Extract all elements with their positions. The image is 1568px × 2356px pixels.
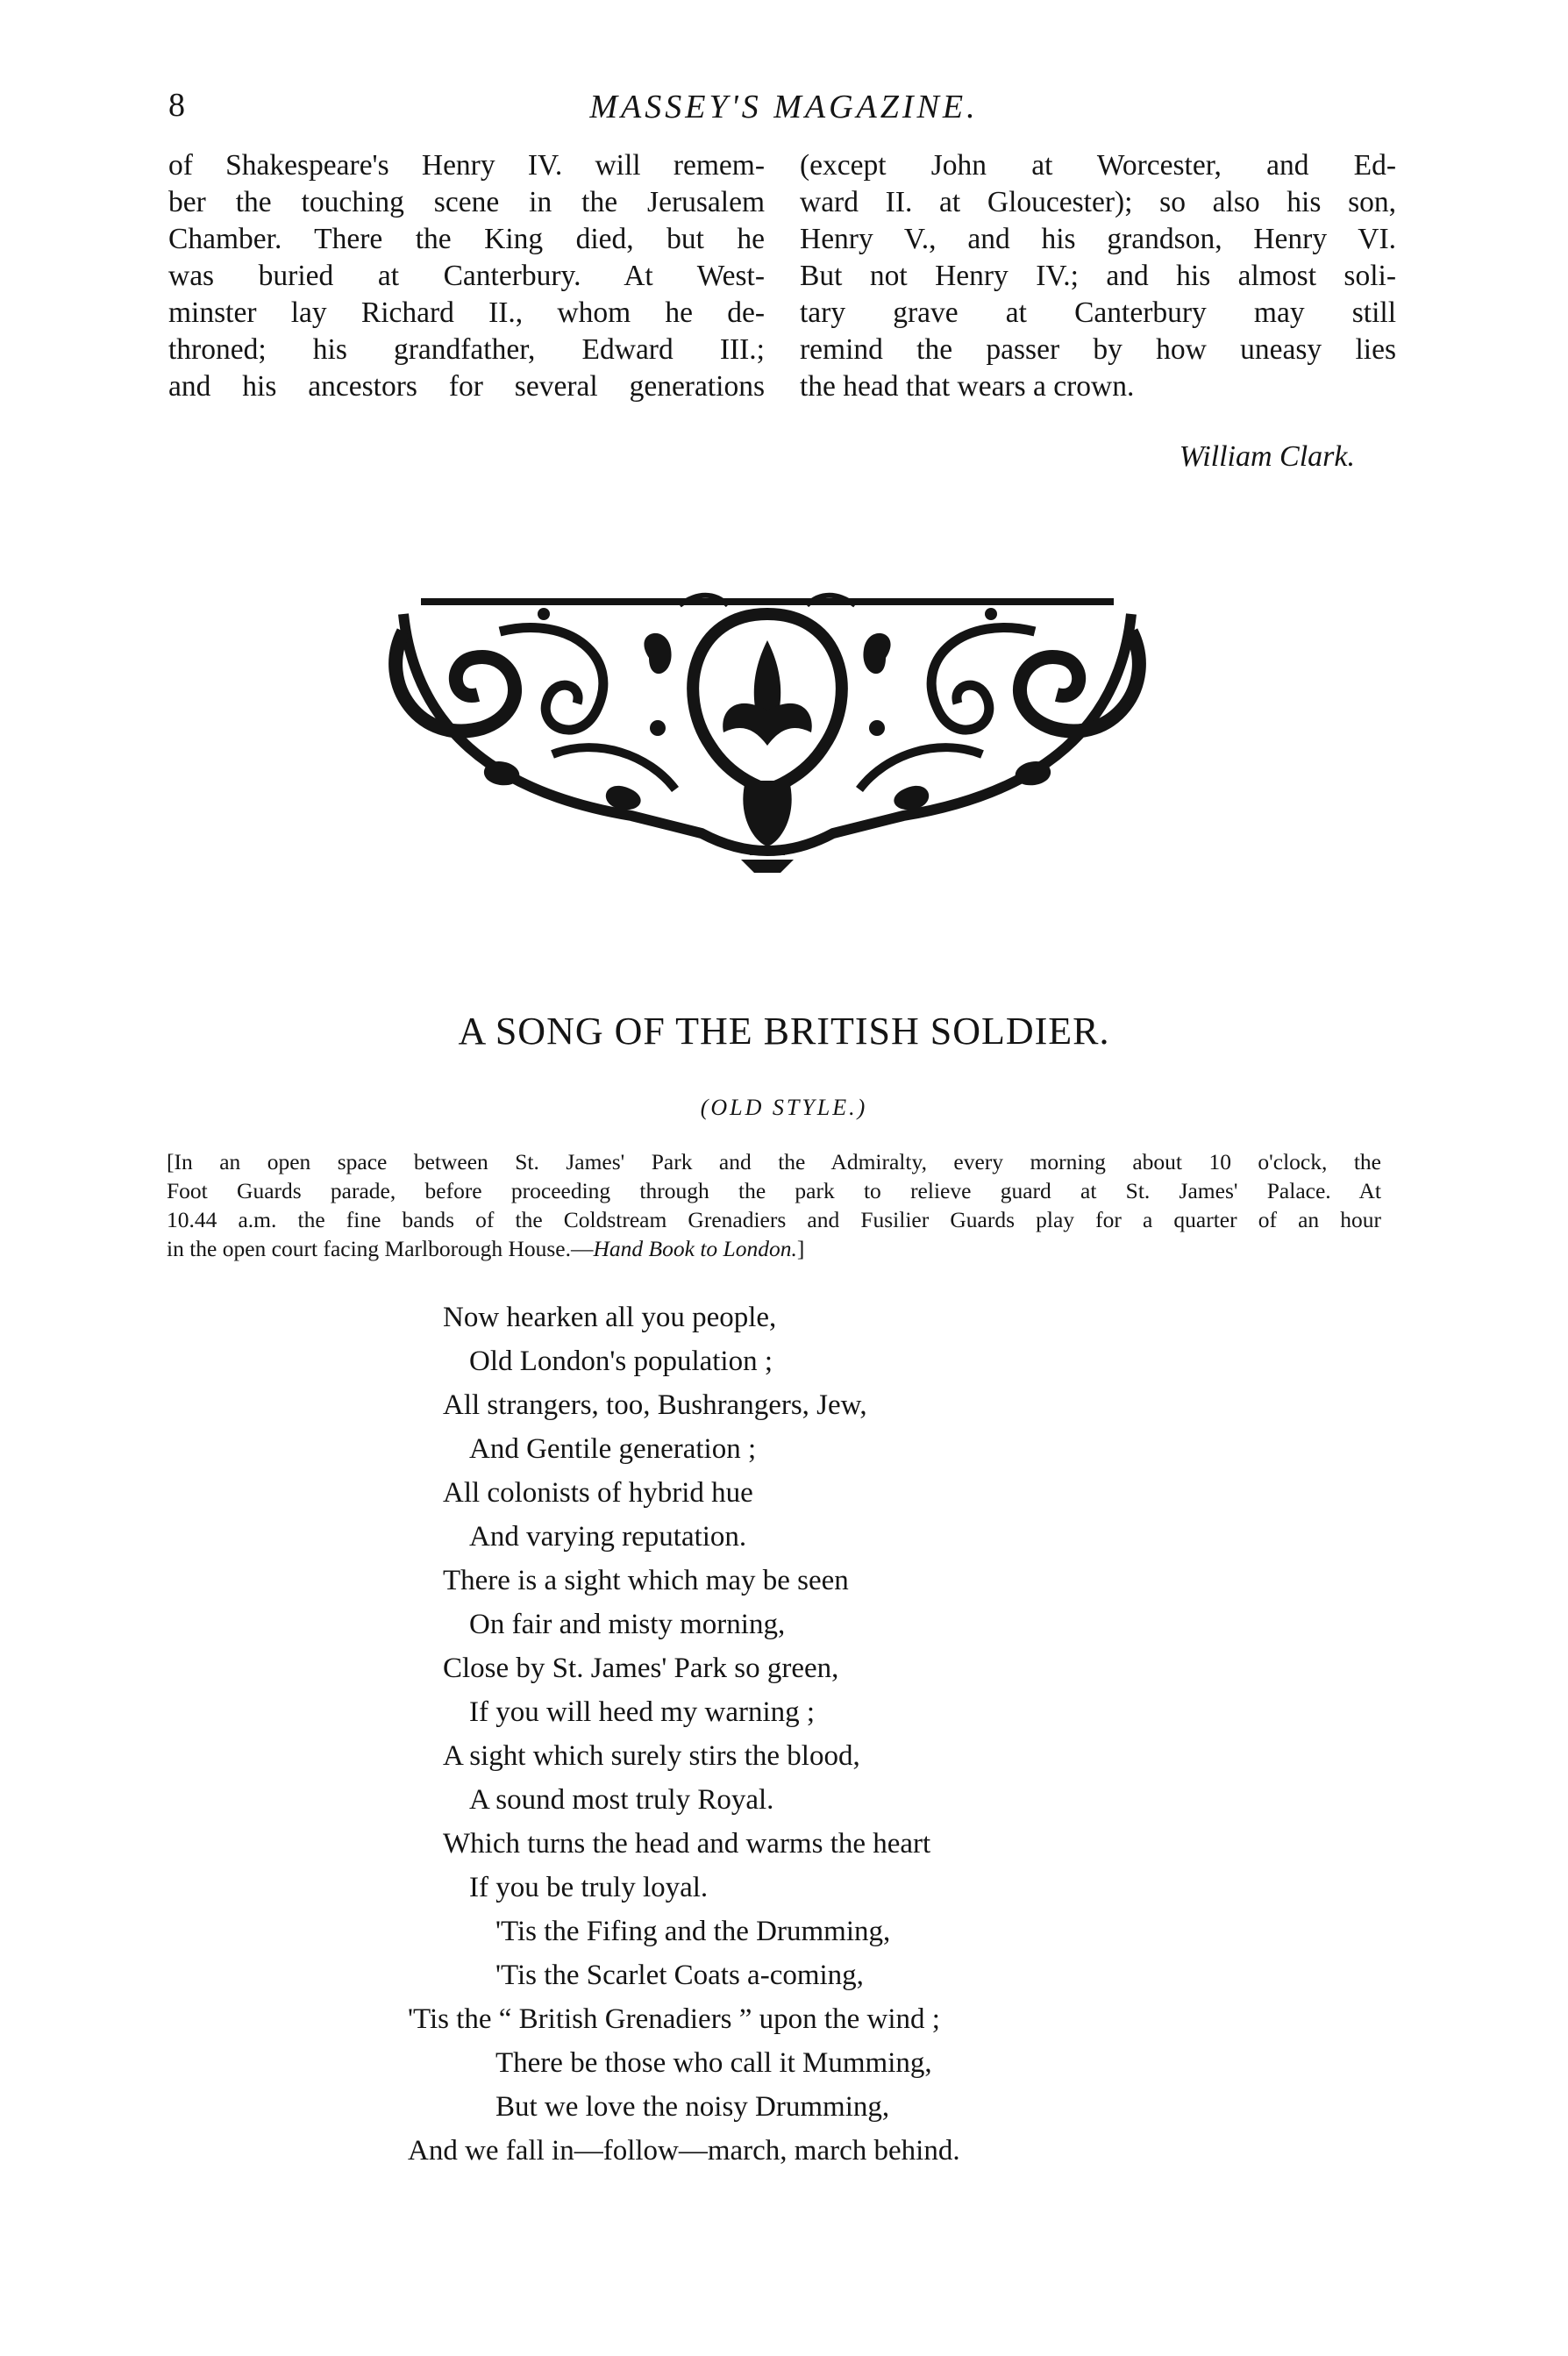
song-title: A SONG OF THE BRITISH SOLDIER. [458, 1010, 1110, 1053]
epigraph-line: [In an open space between St. James' Park and the Admiralty, every morning about 10 o'clock, the [167, 1149, 1381, 1174]
poem-line: 'Tis the Scarlet Coats a-coming, [495, 1960, 864, 1991]
poem-line: Close by St. James' Park so green, [443, 1653, 839, 1684]
poem-line: A sound most truly Royal. [469, 1784, 774, 1816]
song-epigraph [167, 1147, 1381, 1263]
running-head: MASSEY'S MAGAZINE. [589, 89, 979, 125]
poem-line: If you be truly loyal. [469, 1872, 709, 1903]
epigraph-line: in the open court facing Marlborough House.—Hand Book to London.] [167, 1236, 805, 1261]
epigraph-line-text: in the open court facing Marlborough House. [167, 1236, 572, 1261]
poem-line: 'Tis the “ British Grenadiers ” upon the wind ; [408, 2003, 940, 2035]
song-subtitle: (OLD STYLE.) [700, 1095, 868, 1120]
epigraph-close: ] [796, 1236, 805, 1261]
page-number: 8 [168, 87, 185, 124]
scrollwork-ornament-icon [368, 579, 1166, 895]
text-line: But not Henry IV.; and his almost soli- [800, 260, 1396, 292]
text-line: ward II. at Gloucester); so also his son, [800, 186, 1396, 218]
poem-line: And varying reputation. [469, 1521, 747, 1553]
text-line: ber the touching scene in the Jerusalem [168, 186, 765, 218]
text-line: minster lay Richard II., whom he de- [168, 296, 765, 329]
poem-line: Old London's population ; [469, 1346, 773, 1377]
author-signature: William Clark. [1179, 440, 1355, 473]
text-line: of Shakespeare's Henry IV. will remem- [168, 149, 765, 182]
poem-line: And Gentile generation ; [469, 1433, 757, 1465]
poem-line: There be those who call it Mumming, [495, 2047, 932, 2079]
text-line: remind the passer by how uneasy lies [800, 333, 1396, 366]
text-line: and his ancestors for several generations [168, 370, 765, 403]
text-line: Henry V., and his grandson, Henry VI. [800, 223, 1396, 255]
poem-line: All strangers, too, Bushrangers, Jew, [443, 1389, 867, 1421]
article-right-column [800, 147, 1396, 405]
poem-line: Now hearken all you people, [443, 1302, 777, 1333]
text-line: was buried at Canterbury. At West- [168, 260, 765, 292]
poem-line: There is a sight which may be seen [443, 1565, 849, 1596]
poem-line: If you will heed my warning ; [469, 1696, 816, 1728]
article-paragraph-right [800, 147, 1396, 405]
poem-line: All colonists of hybrid hue [443, 1477, 753, 1509]
epigraph-line: 10.44 a.m. the fine bands of the Coldstream Grenadiers and Fusilier Guards play for a quarter of an hour [167, 1207, 1381, 1232]
epigraph-line: Foot Guards parade, before proceeding through the park to relieve guard at St. James' Palace. At [167, 1178, 1381, 1203]
text-line: (except John at Worcester, and Ed- [800, 149, 1396, 182]
poem-line: Which turns the head and warms the heart [443, 1828, 931, 1860]
text-line: throned; his grandfather, Edward III.; [168, 333, 765, 366]
article-paragraph-left [168, 147, 765, 405]
text-line: Chamber. There the King died, but he [168, 223, 765, 255]
poem-line: On fair and misty morning, [469, 1609, 786, 1640]
article-left-column [168, 147, 765, 405]
epigraph-source: Hand Book to London. [593, 1236, 797, 1261]
poem-line: A sight which surely stirs the blood, [443, 1740, 860, 1772]
poem-line: 'Tis the Fifing and the Drumming, [495, 1916, 891, 1947]
text-line: tary grave at Canterbury may still [800, 296, 1396, 329]
poem-line: And we fall in—follow—march, march behind. [408, 2135, 960, 2167]
poem-line: But we love the noisy Drumming, [495, 2091, 890, 2123]
text-line: the head that wears a crown. [800, 370, 1135, 403]
